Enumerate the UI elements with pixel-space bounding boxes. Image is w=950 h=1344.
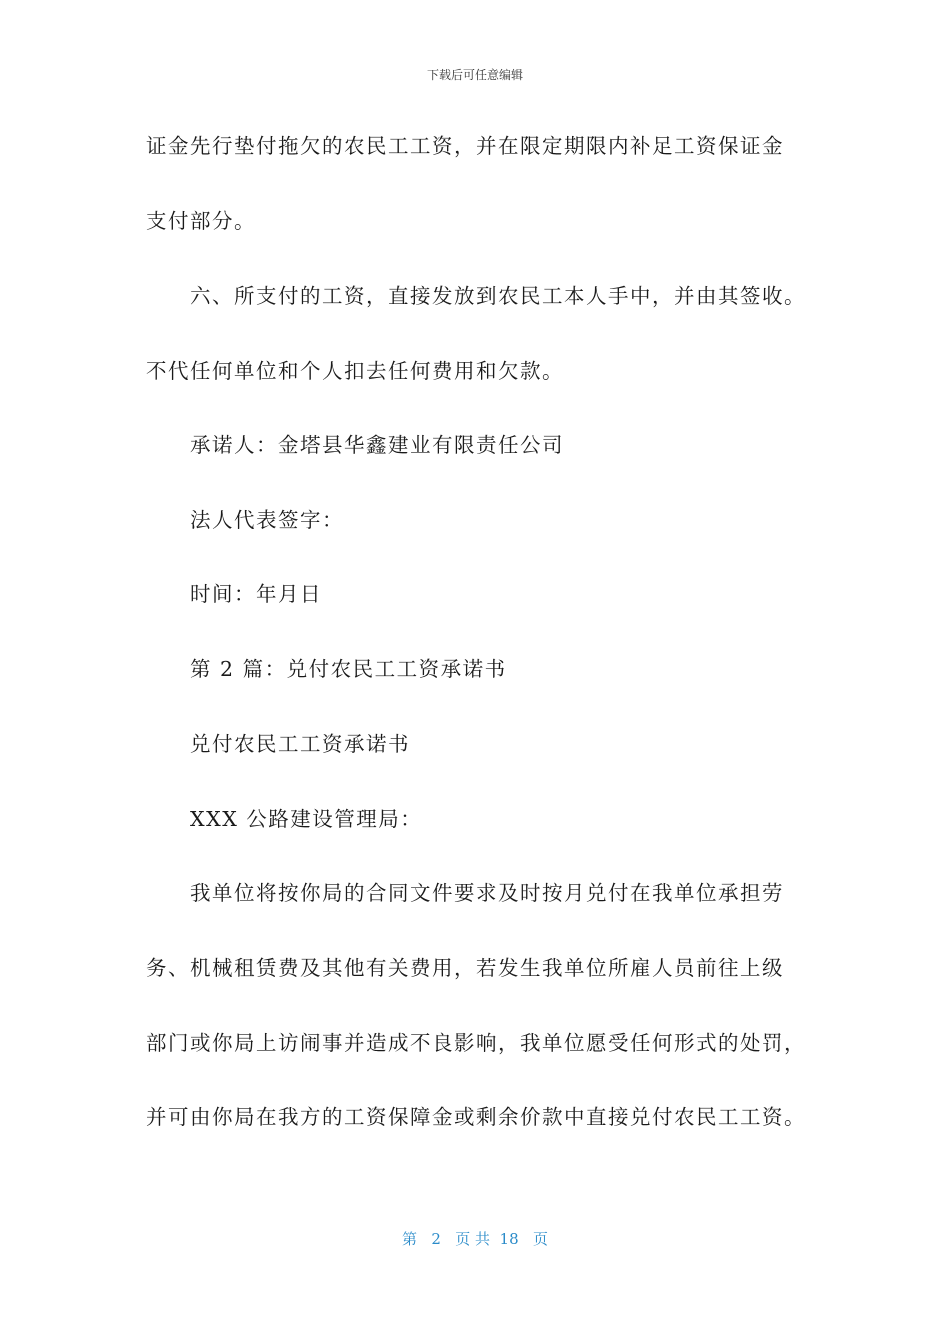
header-note: 下载后可任意编辑 xyxy=(426,68,523,82)
body-line-2: 支付部分。 xyxy=(146,209,256,233)
page-total: 18 xyxy=(499,1230,519,1248)
body-line-12: 务、机械租赁费及其他有关费用，若发生我单位所雇人员前往上级 xyxy=(146,956,784,980)
date-line: 时间：年月日 xyxy=(190,582,322,606)
page-number: 2 xyxy=(431,1230,441,1248)
body-line-1: 证金先行垫付拖欠的农民工工资，并在限定期限内补足工资保证金 xyxy=(146,134,784,158)
page-footer xyxy=(0,1228,950,1249)
body-line-3: 六、所支付的工资，直接发放到农民工本人手中，并由其签收。 xyxy=(190,284,806,308)
page-suffix: 页 xyxy=(532,1230,548,1248)
document-title: 兑付农民工工资承诺书 xyxy=(190,732,410,756)
addressee-line: XXX 公路建设管理局： xyxy=(190,807,423,831)
body-line-11: 我单位将按你局的合同文件要求及时按月兑付在我单位承担劳 xyxy=(190,881,784,905)
promisor-line: 承诺人：金塔县华鑫建业有限责任公司 xyxy=(190,433,564,457)
body-line-14: 并可由你局在我方的工资保障金或剩余价款中直接兑付农民工工资。 xyxy=(146,1105,806,1129)
signature-line: 法人代表签字： xyxy=(190,508,344,532)
body-line-4: 不代任何单位和个人扣去任何费用和欠款。 xyxy=(146,359,564,383)
page-prefix: 第 xyxy=(402,1230,418,1248)
section-heading: 第 2 篇：兑付农民工工资承诺书 xyxy=(190,657,507,681)
page-middle: 页 共 xyxy=(455,1230,490,1248)
body-line-13: 部门或你局上访闹事并造成不良影响，我单位愿受任何形式的处罚， xyxy=(146,1031,806,1055)
